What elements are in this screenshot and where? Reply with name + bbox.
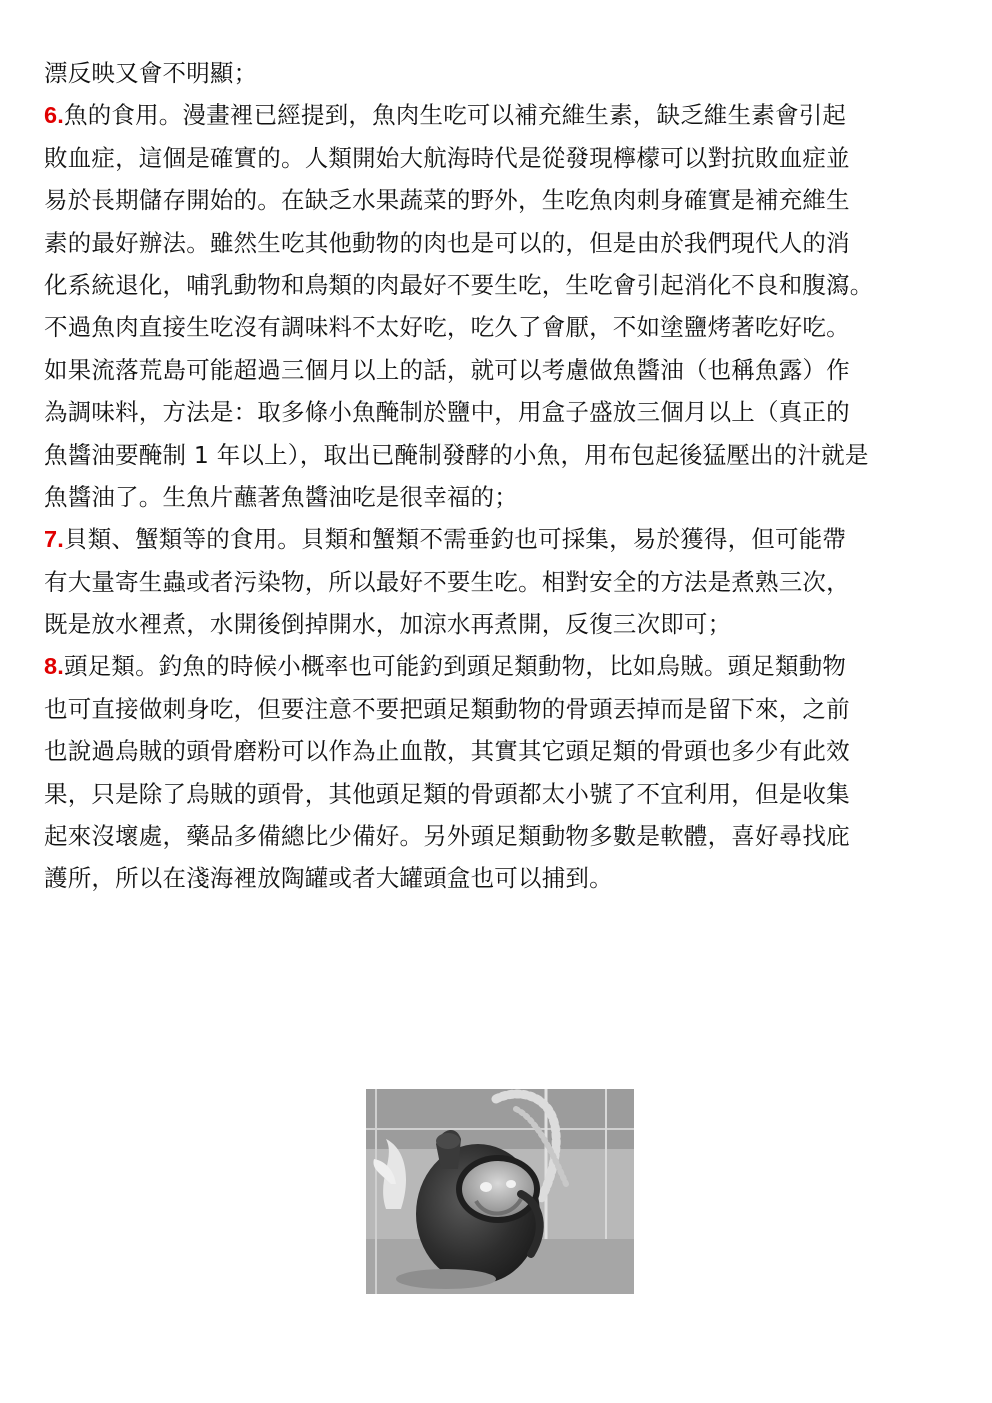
line-text: 既是放水裡煮，水開後倒掉開水，加涼水再煮開，反復三次即可； [44, 610, 732, 639]
line-text: 素的最好辦法。雖然生吃其他動物的肉也是可以的，但是由於我們現代人的消 [44, 228, 850, 257]
octopus-in-jar-photo [366, 1089, 634, 1294]
text-line [44, 137, 956, 179]
text-line [44, 222, 956, 264]
text-line [44, 857, 956, 899]
line-text: 敗血症，這個是確實的。人類開始大航海時代是從發現檸檬可以對抗敗血症並 [44, 143, 850, 172]
line-text: 也說過烏賊的頭骨磨粉可以作為止血散，其實其它頭足類的骨頭也多少有此效 [44, 737, 850, 766]
text-line [44, 603, 956, 645]
text-line [44, 179, 956, 221]
text-line [44, 306, 956, 348]
text-line [44, 94, 956, 136]
line-text: 頭足類。釣魚的時候小概率也可能釣到頭足類動物，比如烏賊。頭足類動物 [64, 652, 847, 681]
octopus-photo-illustration [366, 1089, 634, 1294]
line-text: 漂反映又會不明顯； [44, 59, 258, 87]
list-number: 7. [44, 526, 64, 553]
text-line [44, 391, 956, 433]
list-number: 6. [44, 102, 64, 129]
text-line [44, 434, 956, 476]
line-text: 化系統退化，哺乳動物和鳥類的肉最好不要生吃，生吃會引起消化不良和腹瀉。 [44, 270, 874, 299]
text-line [44, 52, 956, 94]
text-line [44, 815, 956, 857]
text-line [44, 730, 956, 772]
line-text: 魚醬油了。生魚片蘸著魚醬油吃是很幸福的； [44, 482, 518, 511]
document-body [44, 52, 956, 900]
text-line [44, 645, 956, 687]
line-text: 起來沒壞處，藥品多備總比少備好。另外頭足類動物多數是軟體，喜好尋找庇 [44, 822, 850, 851]
text-line [44, 476, 956, 518]
line-text: 魚醬油要醃制 1 年以上），取出已醃制發酵的小魚，用布包起後猛壓出的汁就是 [44, 440, 869, 469]
line-text: 也可直接做刺身吃，但要注意不要把頭足類動物的骨頭丟掉而是留下來，之前 [44, 694, 850, 723]
text-line [44, 264, 956, 306]
line-text: 護所，所以在淺海裡放陶罐或者大罐頭盒也可以捕到。 [44, 864, 613, 893]
line-text: 為調味料，方法是：取多條小魚醃制於鹽中，用盒子盛放三個月以上（真正的 [44, 398, 850, 427]
line-text: 魚的食用。漫畫裡已經提到，魚肉生吃可以補充維生素，缺乏維生素會引起 [64, 101, 847, 130]
line-text: 易於長期儲存開始的。在缺乏水果蔬菜的野外，生吃魚肉刺身確實是補充維生 [44, 186, 850, 215]
text-line [44, 518, 956, 560]
text-line [44, 688, 956, 730]
line-text: 貝類、蟹類等的食用。貝類和蟹類不需垂釣也可採集，易於獲得，但可能帶 [64, 525, 847, 554]
line-text: 如果流落荒島可能超過三個月以上的話，就可以考慮做魚醬油（也稱魚露）作 [44, 355, 850, 384]
list-number: 8. [44, 653, 64, 680]
text-line [44, 561, 956, 603]
text-line [44, 773, 956, 815]
text-line [44, 349, 956, 391]
line-text: 不過魚肉直接生吃沒有調味料不太好吃，吃久了會厭，不如塗鹽烤著吃好吃。 [44, 313, 850, 342]
line-text: 果，只是除了烏賊的頭骨，其他頭足類的骨頭都太小號了不宜利用，但是收集 [44, 779, 850, 808]
line-text: 有大量寄生蟲或者污染物，所以最好不要生吃。相對安全的方法是煮熟三次， [44, 567, 850, 596]
